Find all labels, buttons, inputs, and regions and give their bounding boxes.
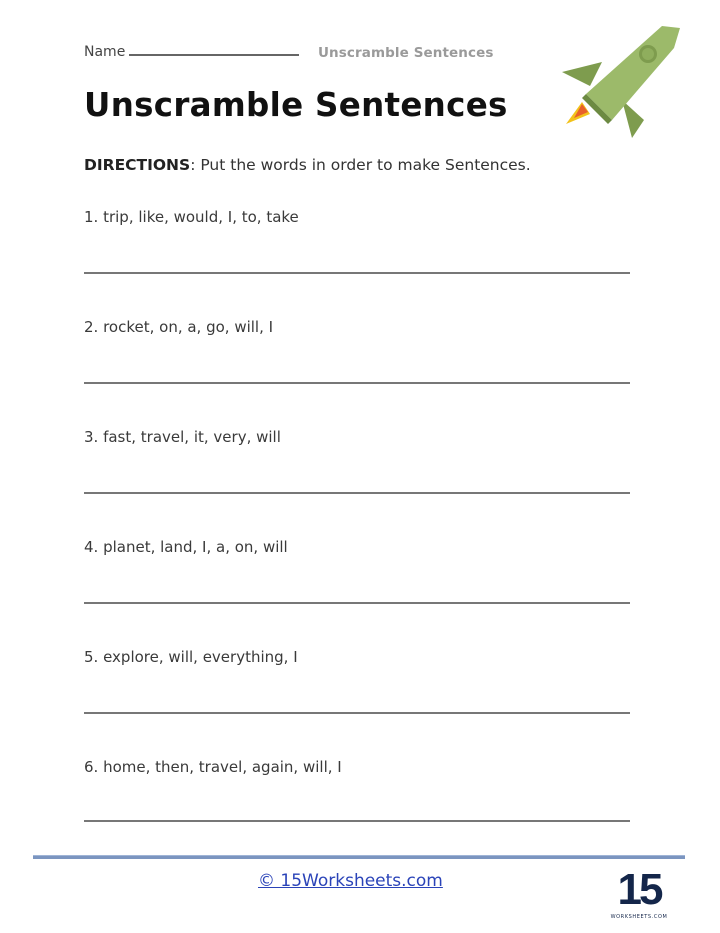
directions-text: : Put the words in order to make Sentences.	[190, 156, 531, 174]
name-row	[84, 44, 299, 60]
logo-number: 15	[617, 865, 661, 914]
question-1: 1. trip, like, would, I, to, take	[84, 208, 299, 226]
header-subtitle: Unscramble Sentences	[318, 45, 494, 61]
footer-copyright-link[interactable]: © 15Worksheets.com	[258, 871, 443, 891]
question-4: 4. planet, land, I, a, on, will	[84, 538, 288, 556]
answer-line-4[interactable]	[84, 602, 630, 604]
footer-rule	[33, 855, 685, 859]
answer-line-1[interactable]	[84, 272, 630, 274]
question-5: 5. explore, will, everything, I	[84, 648, 298, 666]
question-6: 6. home, then, travel, again, will, I	[84, 758, 342, 776]
answer-line-2[interactable]	[84, 382, 630, 384]
directions-label: DIRECTIONS	[84, 156, 191, 174]
logo-tagline: WORKSHEETS.COM	[610, 914, 668, 920]
rocket-icon	[552, 24, 690, 142]
directions	[84, 156, 531, 174]
site-logo	[604, 865, 674, 920]
page-title: Unscramble Sentences	[84, 86, 508, 124]
answer-line-3[interactable]	[84, 492, 630, 494]
question-2: 2. rocket, on, a, go, will, I	[84, 318, 274, 336]
answer-line-5[interactable]	[84, 712, 630, 714]
answer-line-6[interactable]	[84, 820, 630, 822]
question-3: 3. fast, travel, it, very, will	[84, 428, 281, 446]
name-label: Name	[84, 44, 126, 60]
name-input-line[interactable]	[129, 53, 299, 56]
